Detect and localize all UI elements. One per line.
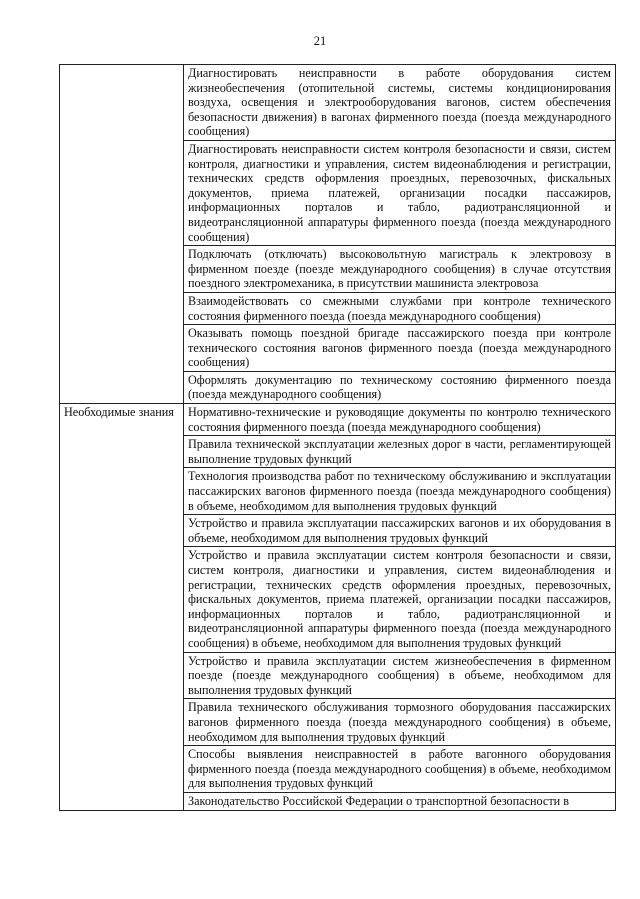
skill-cell: Диагностировать неисправности систем контроля безопасности и связи, систем контроля, диагностики и управления, систем видеонаблюдения и регистрации, технических средств оформления проездных, перевозочных, фискальных документов, приема платежей, организации посадки пассажиров, информационных порталов и табло, радиотрансляционной и видеотрансляционной аппаратуры фирменного поезда (поезда международного сообщения) <box>184 140 616 245</box>
knowledge-cell: Технология производства работ по техническому обслуживанию и эксплуатации пассажирских вагонов фирменного поезда (поезда международного сообщения) в объеме, необходимом для выполнения трудовых функций <box>184 468 616 515</box>
knowledge-cell: Устройство и правила эксплуатации пассажирских вагонов и их оборудования в объеме, необходимом для выполнения трудовых функций <box>184 515 616 547</box>
knowledge-cell: Устройство и правила эксплуатации систем контроля безопасности и связи, систем контроля, диагностики и управления, систем видеонаблюдения и регистрации, технических средств оформления проездных, перевозочных, фискальных документов, приема платежей, организации посадки пассажиров, информационных порталов и табло, радиотрансляционной и видеотрансляционной аппаратуры фирменного поезда (поезда международного сообщения) в объеме, необходимом для выполнения трудовых функций <box>184 547 616 652</box>
knowledge-cell: Способы выявления неисправностей в работе вагонного оборудования фирменного поезда (поезда международного сообщения) в объеме, необходимом для выполнения трудовых функций <box>184 746 616 793</box>
knowledge-cell: Правила технической эксплуатации железных дорог в части, регламентирующей выполнение трудовых функций <box>184 436 616 468</box>
empty-label-cell <box>60 65 184 404</box>
competency-table <box>59 64 616 811</box>
knowledge-cell: Правила технического обслуживания тормозного оборудования пассажирских вагонов фирменного поезда (поезда международного сообщения) в объеме, необходимом для выполнения трудовых функций <box>184 699 616 746</box>
skill-cell: Оформлять документацию по техническому состоянию фирменного поезда (поезда международного сообщения) <box>184 371 616 403</box>
skill-cell: Диагностировать неисправности в работе оборудования систем жизнеобеспечения (отопительной системы, системы кондиционирования воздуха, освещения и электрооборудования вагонов, систем обеспечения безопасности движения) в вагонах фирменного поезда (поезда международного сообщения) <box>184 65 616 141</box>
page-number: 21 <box>313 34 327 48</box>
knowledge-cell: Нормативно-технические и руководящие документы по контролю технического состояния фирменного поезда (поезда международного сообщения) <box>184 404 616 436</box>
skill-cell: Оказывать помощь поездной бригаде пассажирского поезда при контроле технического состояния вагонов фирменного поезда (поезда международного сообщения) <box>184 325 616 372</box>
knowledge-label: Необходимые знания <box>60 404 184 810</box>
table-row <box>60 65 616 141</box>
skill-cell: Взаимодействовать со смежными службами при контроле технического состояния фирменного поезда (поезда международного сообщения) <box>184 292 616 324</box>
knowledge-cell: Устройство и правила эксплуатации систем жизнеобеспечения в фирменном поезде (поезде международного сообщения) в объеме, необходимом для выполнения трудовых функций <box>184 652 616 699</box>
table-row <box>60 404 616 436</box>
skill-cell: Подключать (отключать) высоковольтную магистраль к электровозу в фирменном поезде (поезде международного сообщения) в случае отсутствия поездного электромеханика, в присутствии машиниста электровоза <box>184 246 616 293</box>
knowledge-cell: Законодательство Российской Федерации о транспортной безопасности в <box>184 792 616 810</box>
